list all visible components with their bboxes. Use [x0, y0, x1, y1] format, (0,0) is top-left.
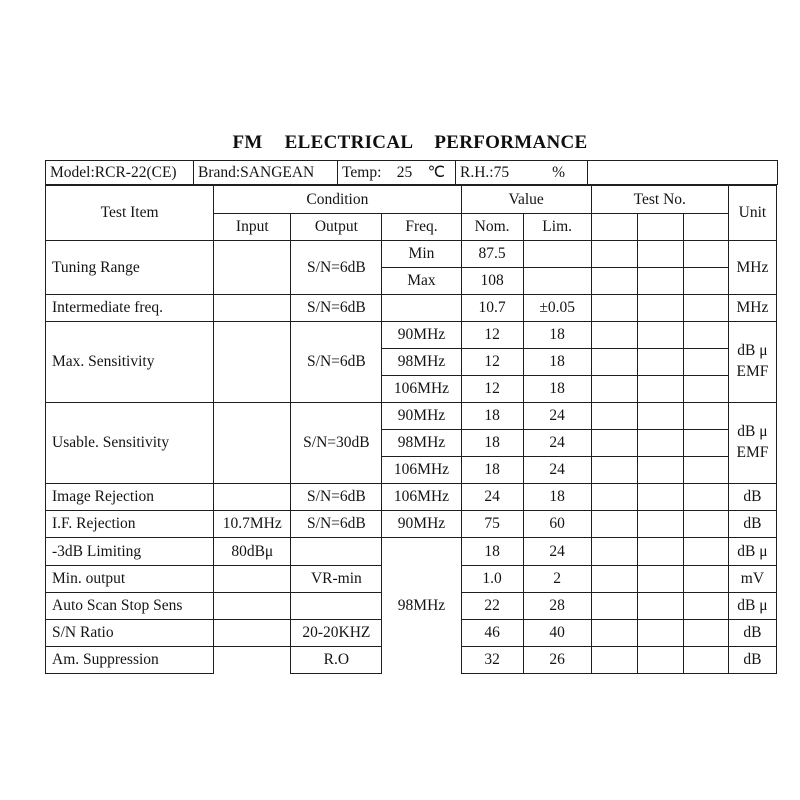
performance-table: [45, 185, 777, 674]
unit-cell: mV: [728, 566, 776, 593]
lim-value: 24: [523, 457, 591, 484]
header-test-item: Test Item: [46, 186, 214, 241]
test-no-cell: [683, 349, 728, 376]
unit-cell: MHz: [728, 295, 776, 322]
output-cell: S/N=6dB: [291, 484, 382, 511]
output-cell: [291, 593, 382, 620]
test-no-cell: [637, 430, 683, 457]
test-no-cell: [637, 511, 683, 538]
lim-value: 26: [523, 647, 591, 674]
unit-cell: dB μ: [728, 538, 776, 566]
input-cell: [214, 295, 291, 322]
freq-cell: 98MHz: [382, 430, 461, 457]
freq-merged-cell: 98MHz: [382, 538, 461, 674]
test-no-cell: [591, 511, 637, 538]
header-condition: Condition: [214, 186, 461, 214]
test-no-cell: [683, 376, 728, 403]
lim-value: 24: [523, 403, 591, 430]
model-cell: Model:RCR-22(CE): [46, 161, 194, 185]
test-no-subcell: [637, 214, 683, 241]
info-row-table: [45, 160, 778, 185]
lim-value: 40: [523, 620, 591, 647]
table-row: [46, 511, 777, 538]
if-rejection-label: I.F. Rejection: [46, 511, 214, 538]
input-cell: [214, 566, 291, 593]
test-no-cell: [637, 620, 683, 647]
unit-line-1: dB μ: [737, 423, 768, 441]
freq-cell: Min: [382, 241, 461, 268]
test-no-cell: [683, 593, 728, 620]
test-no-cell: [637, 593, 683, 620]
nom-value: 10.7: [461, 295, 523, 322]
test-no-cell: [591, 484, 637, 511]
lim-value: 24: [523, 538, 591, 566]
rh-unit: %: [552, 163, 565, 181]
test-no-cell: [637, 457, 683, 484]
table-row: [46, 295, 777, 322]
nom-value: 12: [461, 322, 523, 349]
test-no-subcell: [591, 214, 637, 241]
nom-value: 87.5: [461, 241, 523, 268]
output-cell: S/N=6dB: [291, 511, 382, 538]
lim-value: 2: [523, 566, 591, 593]
test-no-cell: [683, 430, 728, 457]
input-cell: 80dBμ: [214, 538, 291, 566]
info-empty-cell: [588, 161, 778, 185]
test-no-cell: [683, 647, 728, 674]
test-no-cell: [591, 376, 637, 403]
test-no-cell: [591, 538, 637, 566]
freq-cell: 90MHz: [382, 322, 461, 349]
input-cell: [214, 593, 291, 620]
nom-value: 18: [461, 430, 523, 457]
output-cell: 20-20KHZ: [291, 620, 382, 647]
output-cell: [291, 538, 382, 566]
unit-cell: dB μ: [728, 593, 776, 620]
test-no-cell: [591, 403, 637, 430]
test-no-cell: [637, 268, 683, 295]
header-lim: Lim.: [523, 214, 591, 241]
freq-cell: 98MHz: [382, 349, 461, 376]
test-no-cell: [637, 322, 683, 349]
test-no-subcell: [683, 214, 728, 241]
header-value: Value: [461, 186, 591, 214]
test-no-cell: [683, 322, 728, 349]
test-no-cell: [591, 349, 637, 376]
spec-table-area: [45, 160, 778, 674]
freq-cell: [382, 295, 461, 322]
test-no-cell: [683, 538, 728, 566]
test-no-cell: [683, 295, 728, 322]
test-no-cell: [637, 349, 683, 376]
test-no-cell: [591, 457, 637, 484]
test-no-cell: [683, 268, 728, 295]
test-no-cell: [683, 457, 728, 484]
test-no-cell: [637, 241, 683, 268]
temp-unit: ℃: [427, 164, 445, 181]
output-cell: S/N=6dB: [291, 295, 382, 322]
temp-label: Temp:: [342, 163, 382, 181]
freq-cell: 90MHz: [382, 403, 461, 430]
test-no-cell: [637, 376, 683, 403]
test-no-cell: [591, 593, 637, 620]
unit-cell: dB: [728, 511, 776, 538]
nom-value: 18: [461, 403, 523, 430]
input-cell: [214, 322, 291, 403]
output-cell: R.O: [291, 647, 382, 674]
brand-cell: Brand:SANGEAN: [194, 161, 338, 185]
unit-cell: dB: [728, 647, 776, 674]
test-no-cell: [637, 295, 683, 322]
nom-value: 32: [461, 647, 523, 674]
nom-value: 24: [461, 484, 523, 511]
lim-value: 60: [523, 511, 591, 538]
freq-cell: 90MHz: [382, 511, 461, 538]
nom-value: 1.0: [461, 566, 523, 593]
lim-value: 18: [523, 376, 591, 403]
unit-cell: dB: [728, 484, 776, 511]
nom-value: 18: [461, 538, 523, 566]
output-cell: S/N=6dB: [291, 322, 382, 403]
header-unit: Unit: [728, 186, 776, 241]
lim-value: ±0.05: [523, 295, 591, 322]
unit-line-2: EMF: [736, 363, 769, 380]
table-row: [46, 322, 777, 349]
lim-value: [523, 241, 591, 268]
header-nom: Nom.: [461, 214, 523, 241]
test-no-cell: [637, 647, 683, 674]
unit-line-2: EMF: [736, 444, 769, 461]
test-no-cell: [683, 566, 728, 593]
intermediate-freq-label: Intermediate freq.: [46, 295, 214, 322]
test-no-cell: [683, 620, 728, 647]
test-no-cell: [591, 322, 637, 349]
input-cell: [214, 403, 291, 484]
rh-cell: [456, 161, 588, 185]
header-input: Input: [214, 214, 291, 241]
nom-value: 12: [461, 349, 523, 376]
nom-value: 75: [461, 511, 523, 538]
nom-value: 22: [461, 593, 523, 620]
test-no-cell: [683, 511, 728, 538]
output-cell: S/N=6dB: [291, 241, 382, 295]
freq-cell: 106MHz: [382, 457, 461, 484]
sn-ratio-label: S/N Ratio: [46, 620, 214, 647]
unit-cell: MHz: [728, 241, 776, 295]
unit-cell: dB: [728, 620, 776, 647]
am-suppression-label: Am. Suppression: [46, 647, 214, 674]
unit-line-1: dB μ: [737, 342, 768, 360]
page-title: FM ELECTRICAL PERFORMANCE: [232, 132, 588, 153]
lim-value: [523, 268, 591, 295]
lim-value: 18: [523, 484, 591, 511]
test-no-cell: [591, 620, 637, 647]
input-cell: [214, 620, 291, 647]
temp-cell: [338, 161, 456, 185]
input-cell: [214, 647, 291, 674]
output-cell: S/N=30dB: [291, 403, 382, 484]
nom-value: 18: [461, 457, 523, 484]
test-no-cell: [637, 566, 683, 593]
test-no-cell: [637, 403, 683, 430]
table-row: [46, 538, 777, 566]
header-output: Output: [291, 214, 382, 241]
unit-cell: [728, 403, 776, 484]
test-no-cell: [591, 647, 637, 674]
input-cell: [214, 484, 291, 511]
tuning-range-label: Tuning Range: [46, 241, 214, 295]
test-no-cell: [591, 430, 637, 457]
test-no-cell: [591, 295, 637, 322]
test-no-cell: [591, 566, 637, 593]
table-header-row-1: [46, 186, 777, 214]
temp-value: 25: [396, 163, 413, 181]
test-no-cell: [591, 241, 637, 268]
table-row: [46, 403, 777, 430]
limiting-label: -3dB Limiting: [46, 538, 214, 566]
max-sensitivity-label: Max. Sensitivity: [46, 322, 214, 403]
freq-cell: 106MHz: [382, 484, 461, 511]
info-row: [46, 161, 778, 185]
min-output-label: Min. output: [46, 566, 214, 593]
table-row: [46, 241, 777, 268]
input-cell: [214, 241, 291, 295]
unit-cell: [728, 322, 776, 403]
lim-value: 28: [523, 593, 591, 620]
test-no-cell: [683, 403, 728, 430]
nom-value: 108: [461, 268, 523, 295]
test-no-cell: [683, 484, 728, 511]
test-no-cell: [683, 241, 728, 268]
image-rejection-label: Image Rejection: [46, 484, 214, 511]
lim-value: 24: [523, 430, 591, 457]
lim-value: 18: [523, 322, 591, 349]
freq-cell: 106MHz: [382, 376, 461, 403]
output-cell: VR-min: [291, 566, 382, 593]
table-row: [46, 484, 777, 511]
test-no-cell: [637, 484, 683, 511]
nom-value: 12: [461, 376, 523, 403]
header-test-no: Test No.: [591, 186, 728, 214]
nom-value: 46: [461, 620, 523, 647]
freq-cell: Max: [382, 268, 461, 295]
auto-scan-label: Auto Scan Stop Sens: [46, 593, 214, 620]
test-no-cell: [637, 538, 683, 566]
rh-label: R.H.:75: [460, 163, 510, 181]
lim-value: 18: [523, 349, 591, 376]
usable-sensitivity-label: Usable. Sensitivity: [46, 403, 214, 484]
input-cell: 10.7MHz: [214, 511, 291, 538]
test-no-cell: [591, 268, 637, 295]
header-freq: Freq.: [382, 214, 461, 241]
